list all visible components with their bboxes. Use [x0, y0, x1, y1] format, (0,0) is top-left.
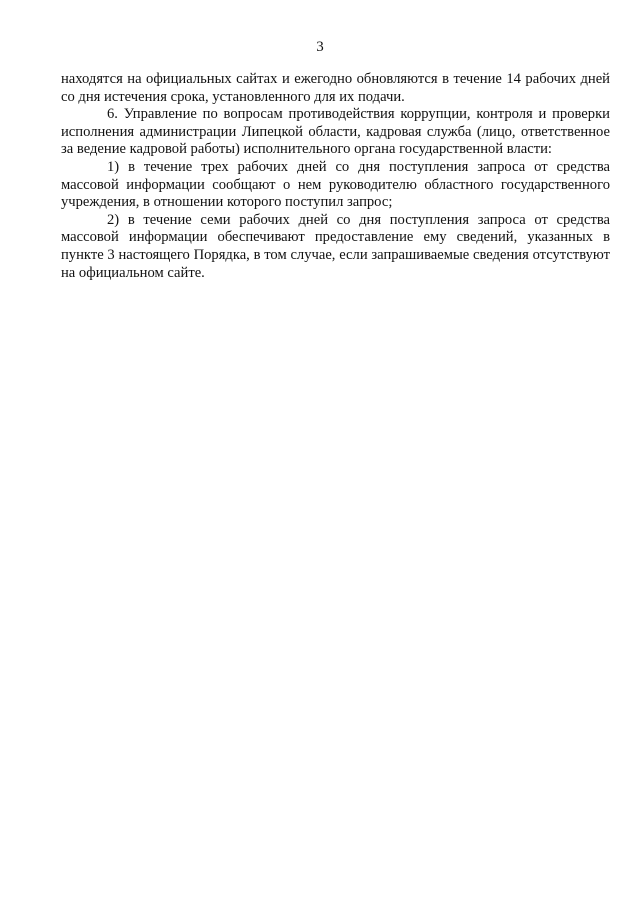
paragraph-continuation: находятся на официальных сайтах и ежегодно обновляются в течение 14 рабочих дней со дня истечения срока, установленного для их подачи. — [61, 71, 610, 105]
paragraph-subitem-1: 1) в течение трех рабочих дней со дня поступления запроса от средства массовой информации сообщают о нем руководителю областного государственного учреждения, в отношении которого поступил запрос; — [61, 158, 610, 211]
paragraph-subitem-2: 2) в течение семи рабочих дней со дня поступления запроса от средства массовой информации обеспечивают предоставление ему сведений, указанных в пункте 3 настоящего Порядка, в том случае, если запрашиваемые сведения отсутствуют на официальном сайте. — [61, 211, 610, 281]
document-body — [61, 71, 610, 282]
page-number: 3 — [316, 39, 324, 55]
paragraph-item-6: 6. Управление по вопросам противодействия коррупции, контроля и проверки исполнения администрации Липецкой области, кадровая служба (лицо, ответственное за ведение кадровой работы) исполнительного органа государственной власти: — [61, 106, 610, 158]
